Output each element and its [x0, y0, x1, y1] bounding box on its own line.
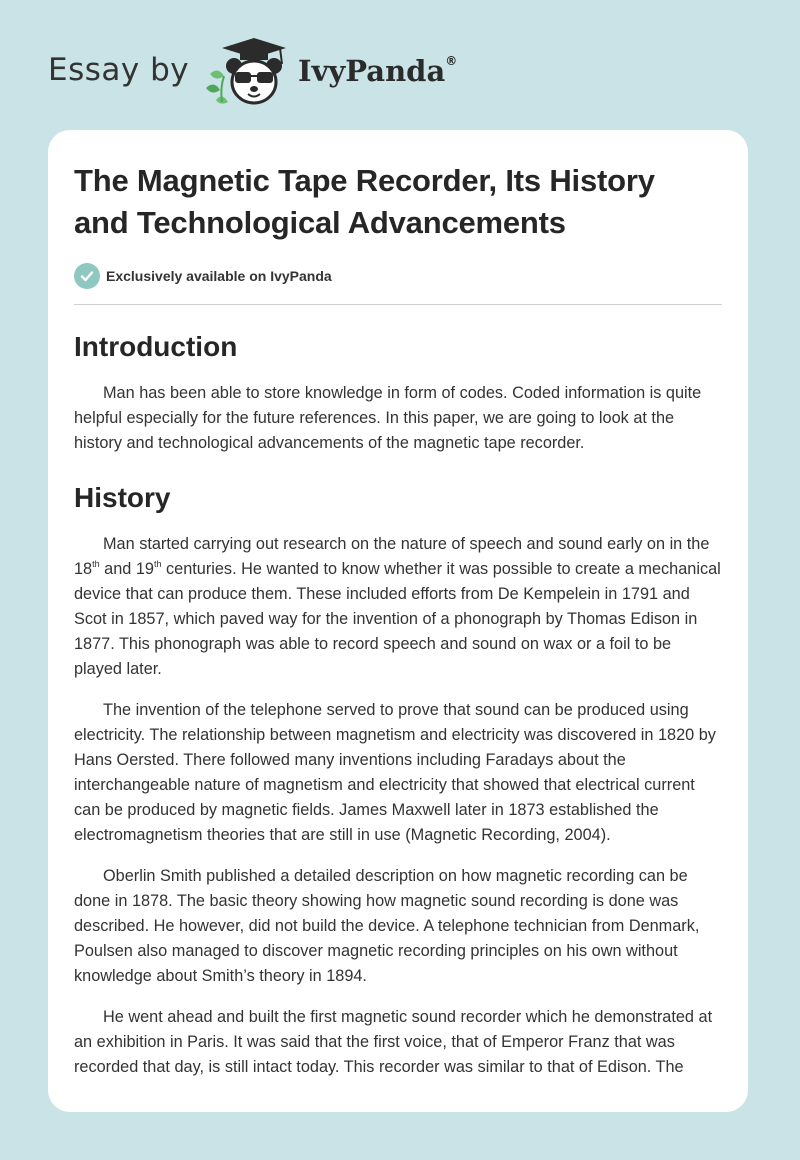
divider [74, 304, 722, 305]
registered-mark: ® [445, 54, 458, 68]
essay-title: The Magnetic Tape Recorder, Its History and Technological Advancements [74, 163, 655, 240]
check-icon [74, 263, 100, 289]
essay-by-label: Essay by [48, 52, 190, 88]
history-paragraph-4: He went ahead and built the first magnetic sound recorder which he demonstrated at an exhibition in Paris. It was said that the first voice, that of Emperor Franz that was recorded that day, is still intact today. This recorder was similar to that of Edison. The [74, 1008, 713, 1076]
history-paragraph-3: Oberlin Smith published a detailed description on how magnetic recording can be done in 1878. The basic theory showing how magnetic sound recording is done was described. He however, did not build the device. A telephone technician from Denmark, Poulsen also managed to discover magnetic recording principles on his own without knowledge about Smith’s theory in 1894. [74, 867, 700, 985]
section-heading-history: History [74, 482, 171, 513]
exclusive-label: Exclusively available on IvyPanda [106, 268, 332, 284]
history-paragraph-2: The invention of the telephone served to prove that sound can be produced using electricity. The relationship between magnetism and electricity was discovered in 1820 by Hans Oersted. There followed many inventions including Faradays about the interchangeable nature of magnetism and electricity that showed that electrical current can be produced by magnetic fields. James Maxwell later in 1873 established the electromagnetism theories that are still in use (Magnetic Recording, 2004). [74, 701, 716, 844]
brand-name[interactable]: IvyPanda® [298, 54, 458, 88]
history-paragraph-1: Man started carrying out research on the nature of speech and sound early on in the 18th and 19th centuries. He wanted to know whether it was possible to create a mechanical device that can produce them. These included efforts from De Kempelein in 1791 and Scot in 1857, which paved way for the invention of a phonograph by Thomas Edison in 1877. This phonograph was able to record speech and sound on wax or a foil to be played later. [74, 535, 721, 678]
panda-logo-icon[interactable] [202, 36, 292, 108]
section-heading-introduction: Introduction [74, 331, 238, 362]
essay-card [48, 130, 748, 1112]
site-header [48, 36, 548, 108]
exclusive-badge [74, 262, 722, 290]
intro-paragraph-1: Man has been able to store knowledge in form of codes. Coded information is quite helpful especially for the future references. In this paper, we are going to look at the history and technological advancements of the magnetic tape recorder. [74, 384, 702, 452]
